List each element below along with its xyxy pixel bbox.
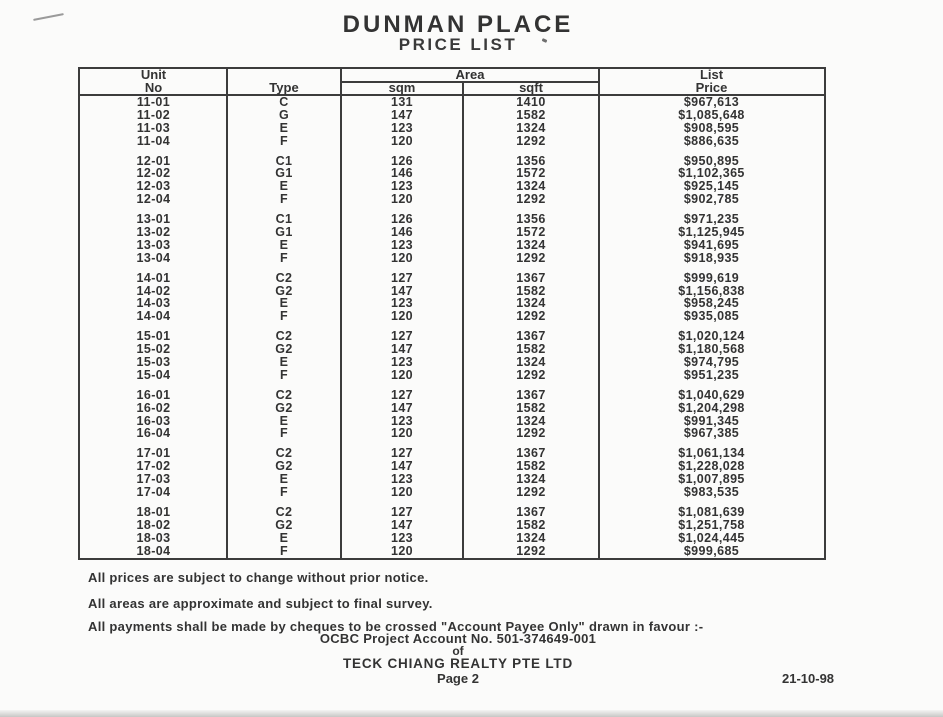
header-sqm: sqm <box>388 79 416 95</box>
note-payments: All payments shall be made by cheques to be crossed "Account Payee Only" drawn in favour :- <box>88 619 704 634</box>
page-subtitle: PRICE LIST <box>398 35 518 54</box>
table-row <box>80 135 824 148</box>
price-cell: $1,024,445 <box>678 530 745 545</box>
document-date: 21-10-98 <box>782 671 835 686</box>
unit-no-cell: 14-01 <box>136 270 171 285</box>
price-cell: $1,251,758 <box>678 517 745 532</box>
sqm-cell: 120 <box>390 133 414 148</box>
unit-no-cell: 13-01 <box>136 212 171 227</box>
price-cell: $1,125,945 <box>678 225 745 240</box>
sqft-cell: 1292 <box>516 543 546 558</box>
sqm-cell: 126 <box>390 212 414 227</box>
table-row <box>80 519 824 532</box>
sqm-cell: 120 <box>390 367 414 382</box>
sqft-cell: 1410 <box>516 95 546 109</box>
unit-no-cell: 16-01 <box>136 387 171 402</box>
sqm-cell: 147 <box>390 342 414 357</box>
unit-no-cell: 13-02 <box>136 225 171 240</box>
header-list-line1: List <box>699 67 724 82</box>
sqm-cell: 127 <box>390 329 414 344</box>
type-cell: C2 <box>275 329 293 344</box>
header-list-line2: Price <box>695 79 728 95</box>
unit-no-cell: 18-01 <box>136 504 171 519</box>
price-cell: $967,613 <box>683 95 740 109</box>
table-row <box>80 506 824 519</box>
sqm-cell: 123 <box>390 355 414 370</box>
sqft-cell: 1292 <box>516 485 546 500</box>
project-account: OCBC Project Account No. 501-374649-001 <box>319 631 597 646</box>
sqm-cell: 120 <box>390 543 414 558</box>
sqm-cell: 131 <box>390 95 414 109</box>
table-row <box>80 272 824 285</box>
sqm-cell: 146 <box>390 166 414 181</box>
price-cell: $886,635 <box>683 133 740 148</box>
price-cell: $958,245 <box>683 296 740 311</box>
note-areas: All areas are approximate and subject to final survey. <box>88 596 433 611</box>
header-unit-line1: Unit <box>140 67 167 82</box>
sqft-cell: 1324 <box>516 296 546 311</box>
sqft-cell: 1582 <box>516 459 546 474</box>
table-row <box>80 427 824 440</box>
price-cell: $925,145 <box>683 179 740 194</box>
price-cell: $941,695 <box>683 237 740 252</box>
type-cell: E <box>279 179 289 194</box>
sqft-cell: 1292 <box>516 426 546 441</box>
table-row <box>80 356 824 369</box>
sqm-cell: 147 <box>390 517 414 532</box>
sqm-cell: 126 <box>390 153 414 168</box>
sqm-cell: 147 <box>390 400 414 415</box>
unit-no-cell: 15-02 <box>136 342 171 357</box>
sqft-cell: 1324 <box>516 120 546 135</box>
sqm-cell: 120 <box>390 485 414 500</box>
type-cell: E <box>279 237 289 252</box>
table-row <box>80 402 824 415</box>
price-cell: $991,345 <box>683 413 740 428</box>
type-cell: G2 <box>275 283 293 298</box>
unit-no-cell: 14-02 <box>136 283 171 298</box>
sqft-cell: 1324 <box>516 179 546 194</box>
sqm-cell: 127 <box>390 504 414 519</box>
type-cell: F <box>279 485 289 500</box>
price-cell: $902,785 <box>683 192 740 207</box>
price-cell: $999,619 <box>683 270 740 285</box>
unit-no-cell: 11-02 <box>136 107 171 122</box>
type-cell: F <box>279 192 289 207</box>
table-row <box>80 96 824 109</box>
type-cell: E <box>279 120 289 135</box>
sqm-cell: 127 <box>390 270 414 285</box>
sqft-cell: 1292 <box>516 192 546 207</box>
type-cell: F <box>279 367 289 382</box>
table-row <box>80 239 824 252</box>
type-cell: G1 <box>275 225 293 240</box>
sqft-cell: 1292 <box>516 250 546 265</box>
price-cell: $1,102,365 <box>678 166 745 181</box>
sqft-cell: 1582 <box>516 400 546 415</box>
table-row <box>80 486 824 499</box>
unit-no-cell: 18-03 <box>136 530 171 545</box>
sqm-cell: 147 <box>390 459 414 474</box>
table-row <box>80 389 824 402</box>
price-cell: $983,535 <box>683 485 740 500</box>
table-body <box>80 96 824 558</box>
sqft-cell: 1367 <box>516 387 546 402</box>
type-cell: F <box>279 309 289 324</box>
price-cell: $967,385 <box>683 426 740 441</box>
header-list-price <box>599 69 824 94</box>
type-cell: F <box>279 133 289 148</box>
type-cell: E <box>279 530 289 545</box>
sqft-cell: 1292 <box>516 367 546 382</box>
price-cell: $1,040,629 <box>678 387 745 402</box>
unit-no-cell: 12-04 <box>136 192 171 207</box>
table-row <box>80 310 824 323</box>
sqft-cell: 1292 <box>516 133 546 148</box>
unit-no-cell: 17-01 <box>136 446 171 461</box>
unit-no-cell: 11-01 <box>136 95 171 109</box>
sqm-cell: 123 <box>390 296 414 311</box>
unit-no-cell: 12-01 <box>136 153 171 168</box>
sqm-cell: 127 <box>390 387 414 402</box>
unit-no-cell: 13-04 <box>136 250 171 265</box>
sqm-cell: 123 <box>390 530 414 545</box>
price-cell: $935,085 <box>683 309 740 324</box>
type-cell: C2 <box>275 504 293 519</box>
price-cell: $971,235 <box>683 212 740 227</box>
price-cell: $950,895 <box>683 153 740 168</box>
sqft-cell: 1324 <box>516 355 546 370</box>
table-row <box>80 532 824 545</box>
type-cell: E <box>279 472 289 487</box>
unit-no-cell: 12-03 <box>136 179 171 194</box>
table-row <box>80 193 824 206</box>
unit-no-cell: 11-03 <box>136 120 171 135</box>
sqft-cell: 1367 <box>516 329 546 344</box>
unit-no-cell: 17-04 <box>136 485 171 500</box>
sqft-cell: 1582 <box>516 517 546 532</box>
sqft-cell: 1324 <box>516 237 546 252</box>
price-cell: $908,595 <box>683 120 740 135</box>
scan-edge-shadow <box>0 710 943 717</box>
sqft-cell: 1367 <box>516 504 546 519</box>
sqm-cell: 120 <box>390 250 414 265</box>
sqft-cell: 1324 <box>516 530 546 545</box>
sqft-cell: 1582 <box>516 283 546 298</box>
price-cell: $1,180,568 <box>678 342 745 357</box>
unit-no-cell: 16-03 <box>136 413 171 428</box>
sqm-cell: 120 <box>390 426 414 441</box>
page-number: Page 2 <box>437 671 479 686</box>
header-area-group <box>341 69 599 94</box>
price-cell: $974,795 <box>683 355 740 370</box>
unit-no-cell: 14-04 <box>136 309 171 324</box>
type-cell: C1 <box>275 153 293 168</box>
type-cell: C2 <box>275 270 293 285</box>
type-cell: C2 <box>275 387 293 402</box>
price-cell: $1,007,895 <box>678 472 745 487</box>
header-type: Type <box>269 79 299 95</box>
sqft-cell: 1367 <box>516 270 546 285</box>
sqft-cell: 1356 <box>516 153 546 168</box>
header-sqft: sqft <box>519 79 543 95</box>
sqft-cell: 1582 <box>516 107 546 122</box>
of-label: of <box>452 644 464 658</box>
table-header <box>80 69 824 94</box>
page-title: DUNMAN PLACE <box>342 11 574 38</box>
header-area: Area <box>455 67 485 82</box>
sqft-cell: 1324 <box>516 472 546 487</box>
unit-no-cell: 16-02 <box>136 400 171 415</box>
unit-no-cell: 13-03 <box>136 237 171 252</box>
table-row <box>80 252 824 265</box>
price-cell: $999,685 <box>683 543 740 558</box>
price-cell: $918,935 <box>683 250 740 265</box>
table-row <box>80 122 824 135</box>
table-row <box>80 369 824 382</box>
price-cell: $1,081,639 <box>678 504 745 519</box>
sqm-cell: 147 <box>390 107 414 122</box>
type-cell: F <box>279 426 289 441</box>
sqft-cell: 1572 <box>516 225 546 240</box>
unit-no-cell: 14-03 <box>136 296 171 311</box>
header-unit-line2: No <box>144 79 163 95</box>
type-cell: F <box>279 543 289 558</box>
price-cell: $1,061,134 <box>678 446 745 461</box>
sqft-cell: 1582 <box>516 342 546 357</box>
sqm-cell: 127 <box>390 446 414 461</box>
type-cell: G2 <box>275 342 293 357</box>
sqm-cell: 123 <box>390 237 414 252</box>
type-cell: E <box>279 413 289 428</box>
table-row <box>80 109 824 122</box>
type-cell: F <box>279 250 289 265</box>
header-unit-no <box>80 69 227 94</box>
type-cell: C <box>279 95 289 109</box>
unit-no-cell: 17-02 <box>136 459 171 474</box>
sqm-cell: 123 <box>390 120 414 135</box>
unit-no-cell: 15-01 <box>136 329 171 344</box>
sqft-cell: 1356 <box>516 212 546 227</box>
sqm-cell: 146 <box>390 225 414 240</box>
price-cell: $1,204,298 <box>678 400 745 415</box>
sqm-cell: 123 <box>390 179 414 194</box>
price-cell: $1,228,028 <box>678 459 745 474</box>
price-cell: $951,235 <box>683 367 740 382</box>
price-cell: $1,020,124 <box>678 329 745 344</box>
type-cell: G1 <box>275 166 293 181</box>
unit-no-cell: 12-02 <box>136 166 171 181</box>
sqm-cell: 123 <box>390 413 414 428</box>
type-cell: G2 <box>275 459 293 474</box>
unit-no-cell: 15-04 <box>136 367 171 382</box>
sqft-cell: 1324 <box>516 413 546 428</box>
header-area-units <box>341 81 599 94</box>
sqm-cell: 120 <box>390 309 414 324</box>
table-row <box>80 226 824 239</box>
sqm-cell: 123 <box>390 472 414 487</box>
unit-no-cell: 16-04 <box>136 426 171 441</box>
company-name: TECK CHIANG REALTY PTE LTD <box>342 656 574 671</box>
table-row <box>80 545 824 558</box>
unit-no-cell: 18-04 <box>136 543 171 558</box>
sqft-cell: 1572 <box>516 166 546 181</box>
unit-no-cell: 15-03 <box>136 355 171 370</box>
price-table <box>78 67 826 560</box>
type-cell: E <box>279 296 289 311</box>
sqft-cell: 1292 <box>516 309 546 324</box>
sqm-cell: 120 <box>390 192 414 207</box>
sqft-cell: 1367 <box>516 446 546 461</box>
type-cell: E <box>279 355 289 370</box>
unit-no-cell: 11-04 <box>136 133 171 148</box>
price-cell: $1,085,648 <box>678 107 745 122</box>
note-prices: All prices are subject to change without prior notice. <box>88 570 429 585</box>
type-cell: G2 <box>275 400 293 415</box>
unit-no-cell: 18-02 <box>136 517 171 532</box>
type-cell: C2 <box>275 446 293 461</box>
unit-no-cell: 17-03 <box>136 472 171 487</box>
type-cell: C1 <box>275 212 293 227</box>
price-cell: $1,156,838 <box>678 283 745 298</box>
sqm-cell: 147 <box>390 283 414 298</box>
type-cell: G2 <box>275 517 293 532</box>
type-cell: G <box>278 107 290 122</box>
